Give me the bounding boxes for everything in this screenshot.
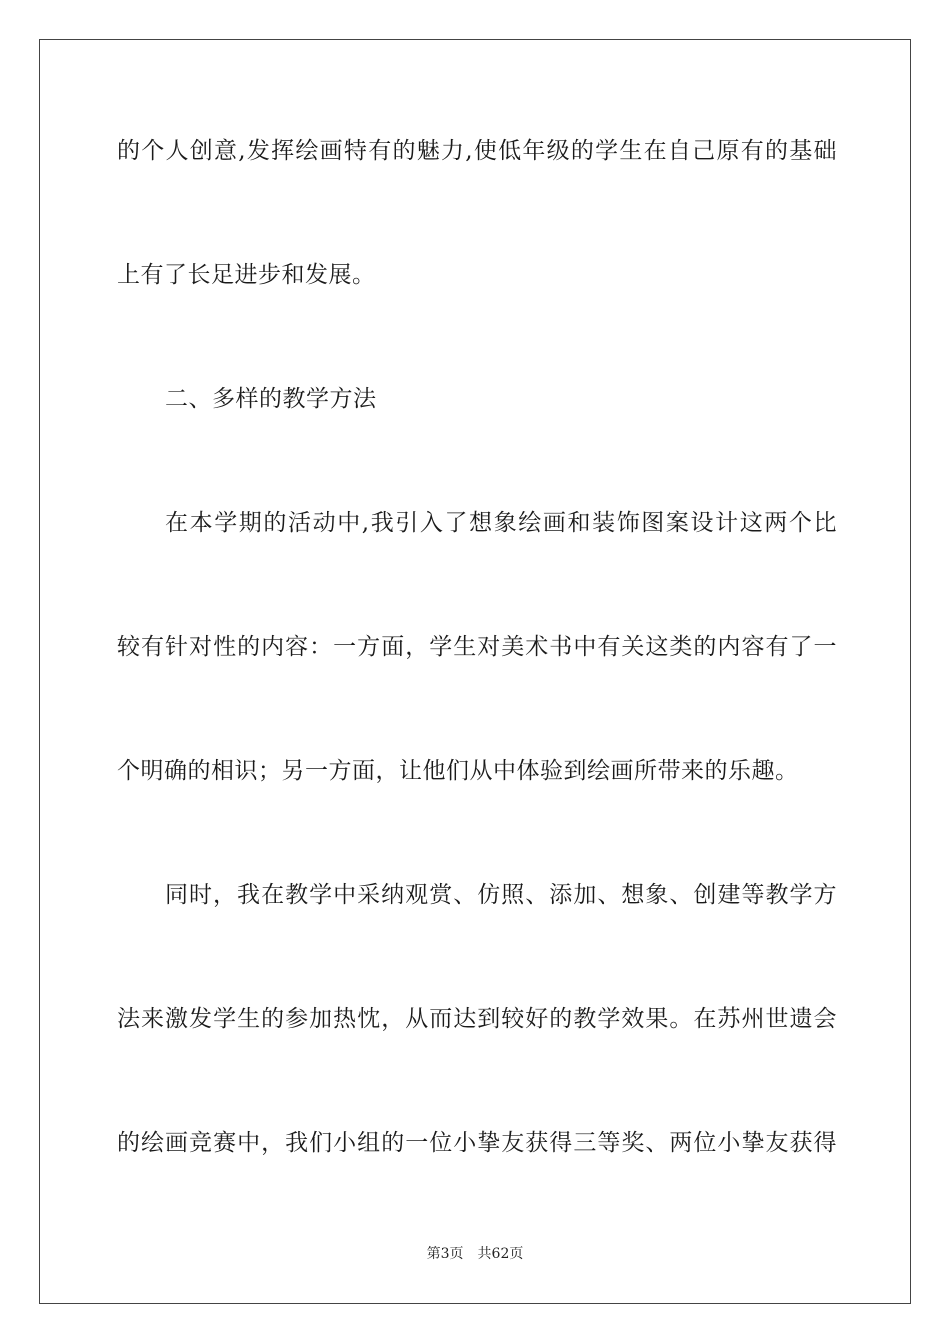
paragraph-line: 上有了长足进步和发展。 (117, 262, 376, 288)
paragraph-line: 较有针对性的内容：一方面，学生对美术书中有关这类的内容有了一 (117, 634, 837, 660)
page-footer (0, 1245, 950, 1263)
paragraph-line: 个明确的相识；另一方面，让他们从中体验到绘画所带来的乐趣。 (117, 758, 799, 784)
paragraph-line: 的绘画竞赛中，我们小组的一位小挚友获得三等奖、两位小挚友获得 (117, 1130, 837, 1156)
page-border (39, 39, 911, 1304)
paragraph-line: 在本学期的活动中,我引入了想象绘画和装饰图案设计这两个比 (165, 510, 837, 536)
paragraph-line: 法来激发学生的参加热忱，从而达到较好的教学效果。在苏州世遗会 (117, 1006, 837, 1032)
page-total: 共62页 (477, 1246, 524, 1262)
section-heading: 二、多样的教学方法 (165, 386, 377, 412)
page-number: 第3页 (426, 1246, 464, 1262)
paragraph-line: 同时，我在教学中采纳观赏、仿照、添加、想象、创建等教学方 (165, 882, 837, 908)
paragraph-line: 的个人创意,发挥绘画特有的魅力,使低年级的学生在自己原有的基础 (117, 138, 837, 164)
